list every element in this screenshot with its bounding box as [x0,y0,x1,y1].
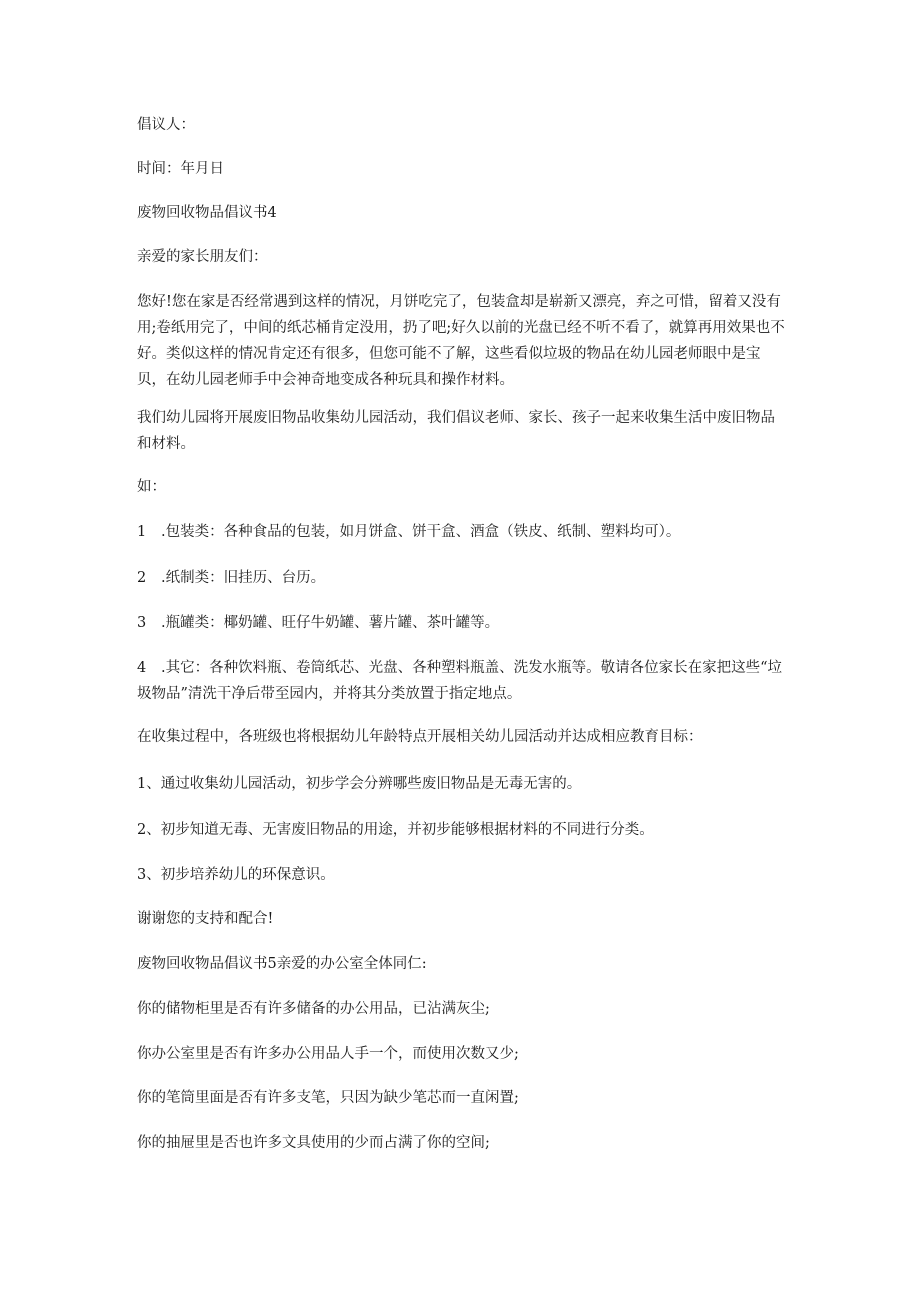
list-item [137,655,787,707]
list-item [137,610,787,636]
question-line: 你的储物柜里是否有许多储备的办公用品，已沾满灰尘; [137,1001,490,1017]
activity-paragraph: 我们幼儿园将开展废旧物品收集幼儿园活动，我们倡议老师、家长、孩子一起来收集生活中废旧物品和材料。 [137,410,775,452]
list-item-number: 3 [137,615,147,631]
list-item-number: 4 [137,660,147,676]
signer-line: 倡议人： [137,117,195,133]
section-title-4: 废物回收物品倡议书4 [137,205,277,221]
section-title-5: 废物回收物品倡议书5亲爱的办公室全体同仁: [137,956,427,972]
question-line: 你的抽屉里是否也许多文具使用的少而占满了你的空间; [137,1135,490,1151]
goal-item: 2、初步知道无毒、无害废旧物品的用途，并初步能够根据材料的不同进行分类。 [137,822,654,838]
list-item-text: .其它：各种饮料瓶、卷筒纸芯、光盘、各种塑料瓶盖、洗发水瓶等。敬请各位家长在家把这些“垃圾物品”清洗干净后带至园内，并将其分类放置于指定地点。 [137,660,783,702]
such-as-label: 如： [137,479,166,495]
list-item [137,519,787,545]
list-item-number: 2 [137,570,147,586]
list-item-text: .包装类：各种食品的包装，如月饼盒、饼干盒、酒盒（铁皮、纸制、塑料均可）。 [161,524,681,540]
time-line: 时间：年月日 [137,161,224,177]
list-item-text: .纸制类：旧挂历、台历。 [161,570,326,586]
greeting-parents: 亲爱的家长朋友们： [137,249,268,265]
question-line: 你的笔筒里面是否有许多支笔，只因为缺少笔芯而一直闲置; [137,1090,519,1106]
question-line: 你办公室里是否有许多办公用品人手一个，而使用次数又少; [137,1046,519,1062]
list-item [137,565,787,591]
intro-paragraph: 您好!您在家是否经常遇到这样的情况，月饼吃完了，包装盒却是崭新又漂亮，弃之可惜，留着又没有用;卷纸用完了，中间的纸芯桶肯定没用，扔了吧;好久以前的光盘已经不听不看了，就算再用效果也不好。类似这样的情况肯定还有很多，但您可能不了解，这些看似垃圾的物品在幼儿园老师眼中是宝贝，在幼儿园老师手中会神奇地变成各种玩具和操作材料。 [137,294,785,388]
thanks-line: 谢谢您的支持和配合! [137,911,274,927]
list-item-text: .瓶罐类：椰奶罐、旺仔牛奶罐、薯片罐、茶叶罐等。 [161,615,500,631]
goal-item: 1、通过收集幼儿园活动，初步学会分辨哪些废旧物品是无毒无害的。 [137,776,582,792]
goal-item: 3、初步培养幼儿的环保意识。 [137,867,335,883]
list-item-number: 1 [137,524,147,540]
process-paragraph: 在收集过程中，各班级也将根据幼儿年龄特点开展相关幼儿园活动并达成相应教育目标： [137,729,703,745]
